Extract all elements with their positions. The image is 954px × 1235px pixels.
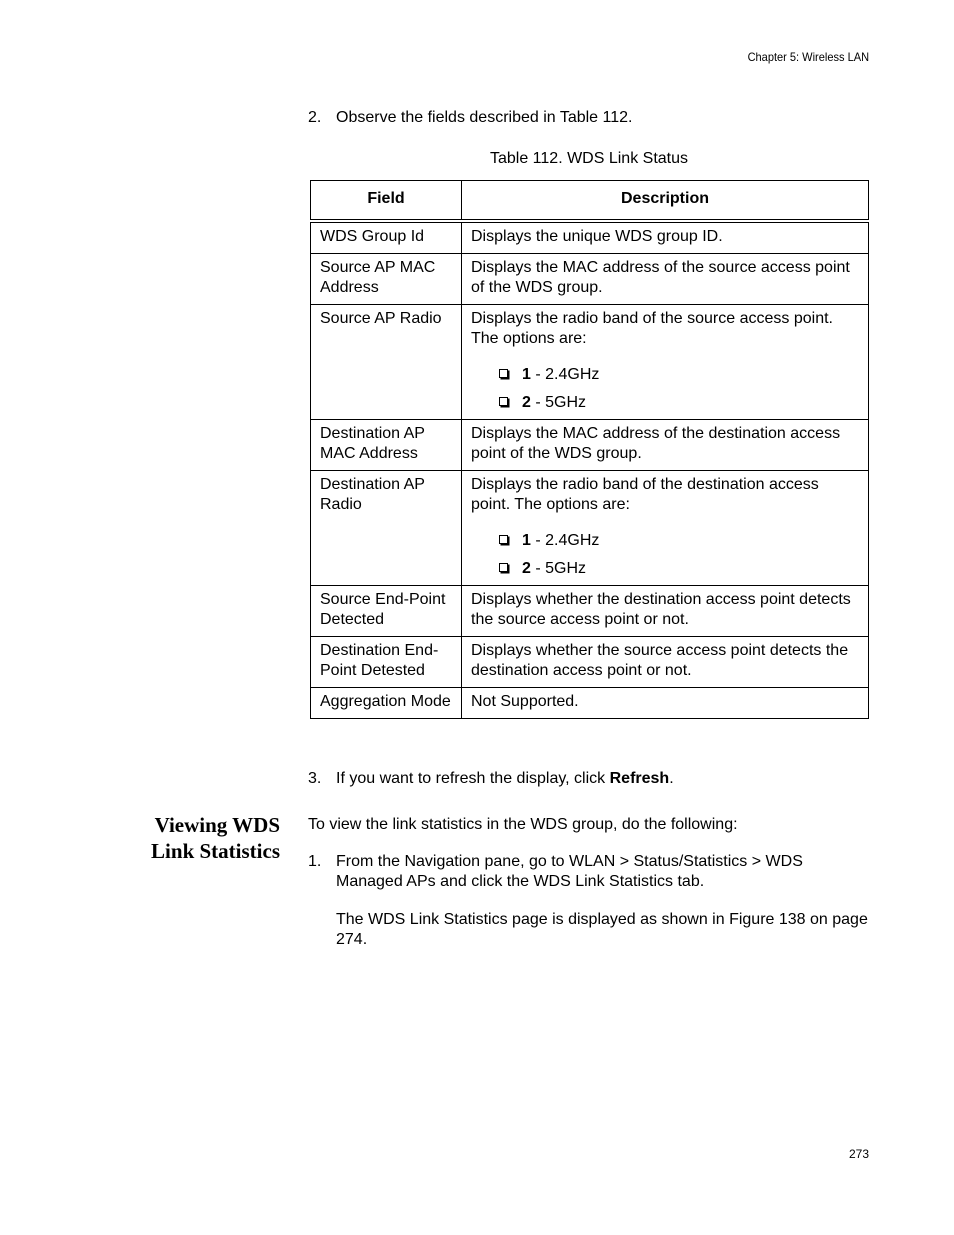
page-number: 273	[848, 1147, 869, 1161]
table-row	[311, 221, 869, 254]
option-value: - 2.4GHz	[530, 366, 600, 383]
column-header-description: Description	[462, 181, 869, 222]
description-text: Displays the radio band of the source access point. The options are:	[471, 310, 833, 347]
option-item	[499, 559, 859, 579]
result-text: The WDS Link Statistics page is displayed as shown in Figure 138 on page 274.	[336, 911, 868, 948]
description-cell	[462, 305, 869, 420]
option-item	[499, 393, 859, 413]
description-cell	[462, 586, 869, 637]
section-heading: Viewing WDS Link Statistics	[151, 813, 280, 863]
description-text: Displays whether the source access point detects the destination access point or not.	[471, 642, 849, 679]
option-key: 2	[522, 560, 531, 577]
wds-link-status-table	[310, 180, 869, 719]
field-cell: Source AP MAC Address	[311, 254, 462, 305]
field-cell: Destination AP Radio	[311, 471, 462, 586]
table-body	[311, 221, 869, 719]
step-3	[308, 769, 674, 789]
description-cell	[462, 221, 869, 254]
description-text: Displays the MAC address of the destination access point of the WDS group.	[471, 425, 841, 462]
description-cell	[462, 637, 869, 688]
step-number: 1.	[308, 853, 322, 870]
section-intro: To view the link statistics in the WDS group, do the following:	[308, 816, 738, 833]
description-text: Displays the MAC address of the source access point of the WDS group.	[471, 259, 850, 296]
checkbox-bullet-icon	[499, 535, 508, 544]
field-cell: Source End-Point Detected	[311, 586, 462, 637]
description-cell	[462, 254, 869, 305]
checkbox-bullet-icon	[499, 369, 508, 378]
field-cell: Source AP Radio	[311, 305, 462, 420]
field-cell: Aggregation Mode	[311, 688, 462, 719]
table-header-row	[311, 181, 869, 222]
option-item	[499, 365, 859, 385]
table-row	[311, 637, 869, 688]
section-step-1	[308, 852, 868, 892]
table-caption: Table 112. WDS Link Status	[489, 150, 689, 167]
refresh-label: Refresh	[609, 770, 670, 787]
description-text: Displays the radio band of the destination access point. The options are:	[471, 476, 819, 513]
step-number: 2.	[308, 109, 322, 126]
field-cell: Destination AP MAC Address	[311, 420, 462, 471]
field-cell: WDS Group Id	[311, 221, 462, 254]
description-cell	[462, 420, 869, 471]
option-key: 2	[522, 394, 531, 411]
table-row	[311, 420, 869, 471]
table-row	[311, 586, 869, 637]
option-list	[499, 365, 859, 413]
option-value: - 5GHz	[530, 394, 587, 411]
checkbox-bullet-icon	[499, 563, 508, 572]
step-text: From the Navigation pane, go to WLAN > Status/Statistics > WDS Managed APs and click the WDS Link Statistics tab.	[336, 853, 803, 890]
table-row	[311, 305, 869, 420]
checkbox-bullet-icon	[499, 397, 508, 406]
description-cell	[462, 471, 869, 586]
field-cell: Destination End-Point Detested	[311, 637, 462, 688]
option-value: - 5GHz	[530, 560, 587, 577]
step-number: 3.	[308, 770, 322, 787]
table-row	[311, 688, 869, 719]
option-list	[499, 531, 859, 579]
step-2	[308, 108, 632, 128]
option-item	[499, 531, 859, 551]
table-row	[311, 254, 869, 305]
description-text: Not Supported.	[471, 693, 579, 710]
description-text: Displays the unique WDS group ID.	[471, 228, 723, 245]
column-header-field: Field	[311, 181, 462, 222]
table-row	[311, 471, 869, 586]
description-cell	[462, 688, 869, 719]
running-header: Chapter 5: Wireless LAN	[747, 50, 869, 64]
step-text: Observe the fields described in Table 112.	[336, 109, 633, 126]
option-key: 1	[522, 366, 531, 383]
description-text: Displays whether the destination access point detects the source access point or not.	[471, 591, 851, 628]
option-key: 1	[522, 532, 531, 549]
step-text-end: .	[669, 770, 674, 787]
option-value: - 2.4GHz	[530, 532, 600, 549]
step-text: If you want to refresh the display, click	[336, 770, 610, 787]
